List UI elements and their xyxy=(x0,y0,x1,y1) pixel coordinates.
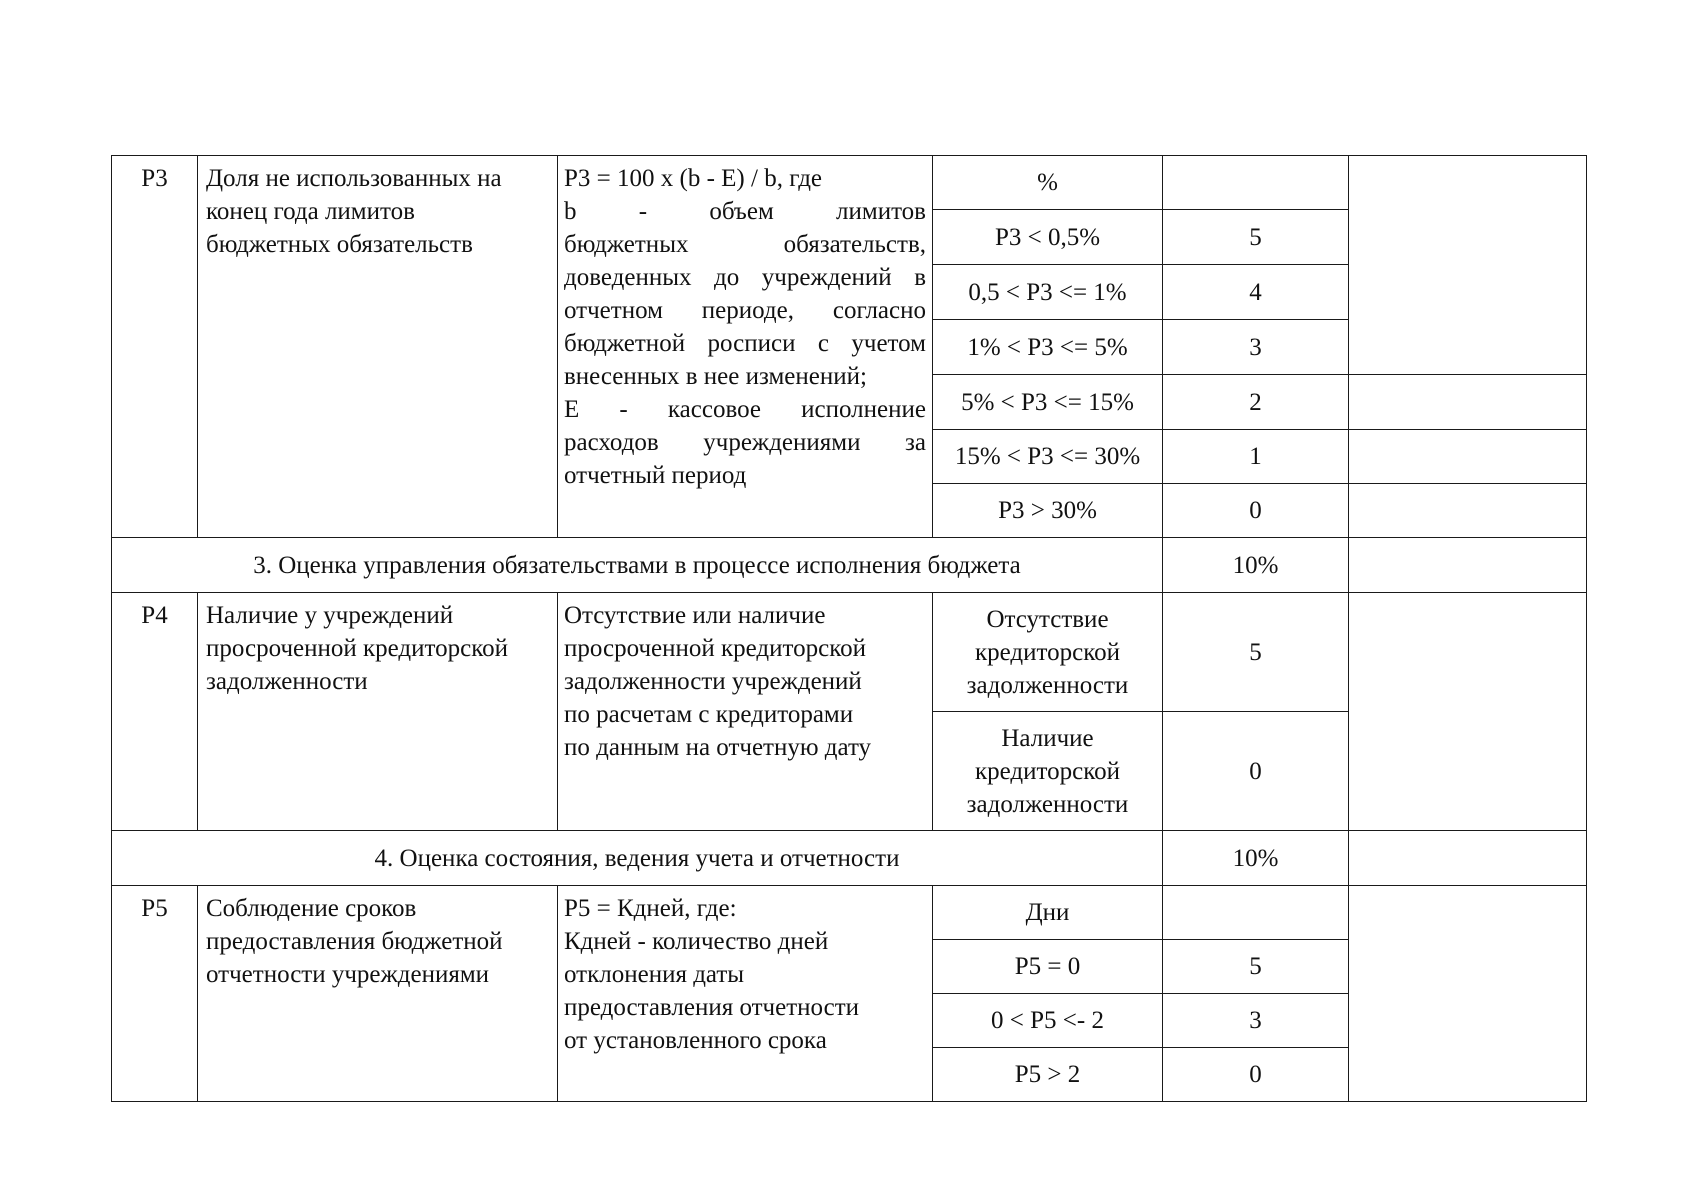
criterion-condition: 1% < Р3 <= 5% xyxy=(933,320,1163,375)
criterion-condition: 0,5 < Р3 <= 1% xyxy=(933,265,1163,320)
indicator-code: Р3 xyxy=(112,156,198,538)
criterion-score: 3 xyxy=(1163,994,1349,1048)
section-row xyxy=(112,538,1587,593)
blank-cell xyxy=(1349,156,1587,375)
criterion-condition: 5% < Р3 <= 15% xyxy=(933,375,1163,430)
indicator-formula: Отсутствие или наличие просроченной кредиторской задолженности учреждений по расчетам с кредиторами по данным на отчетную дату xyxy=(558,593,933,831)
score-cell xyxy=(1163,156,1349,210)
table-row xyxy=(112,593,1587,712)
unit-label: Дни xyxy=(933,886,1163,940)
section-weight: 10% xyxy=(1163,831,1349,886)
blank-cell xyxy=(1349,538,1587,593)
indicator-code: Р5 xyxy=(112,886,198,1102)
section-row xyxy=(112,831,1587,886)
indicator-code: Р4 xyxy=(112,593,198,831)
indicator-formula: Р5 = Кдней, где: Кдней - количество дней отклонения даты предоставления отчетности от установленного срока xyxy=(558,886,933,1102)
criterion-condition: Р3 < 0,5% xyxy=(933,210,1163,265)
blank-cell xyxy=(1349,484,1587,538)
criterion-score: 3 xyxy=(1163,320,1349,375)
table-row xyxy=(112,156,1587,210)
blank-cell xyxy=(1349,831,1587,886)
criterion-score: 1 xyxy=(1163,430,1349,484)
criterion-score: 5 xyxy=(1163,940,1349,994)
indicator-name: Соблюдение сроков предоставления бюджетной отчетности учреждениями xyxy=(198,886,558,1102)
section-title: 4. Оценка состояния, ведения учета и отчетности xyxy=(112,831,1163,886)
score-cell xyxy=(1163,886,1349,940)
criterion-score: 5 xyxy=(1163,210,1349,265)
criterion-score: 0 xyxy=(1163,1048,1349,1102)
criterion-score: 4 xyxy=(1163,265,1349,320)
criterion-condition: Р5 = 0 xyxy=(933,940,1163,994)
criterion-condition: 15% < Р3 <= 30% xyxy=(933,430,1163,484)
blank-cell xyxy=(1349,430,1587,484)
blank-cell xyxy=(1349,593,1587,831)
indicator-formula: Р3 = 100 х (b - E) / b, где b - объем лимитов бюджетных обязательств, доведенных до учреждений в отчетном периоде, согласно бюджетной росписи с учетом внесенных в нее изменений; E - кассовое исполнение расходов учреждениями за отчетный период xyxy=(558,156,933,538)
criterion-condition: 0 < Р5 <- 2 xyxy=(933,994,1163,1048)
criterion-condition: Отсутствие кредиторской задолженности xyxy=(933,593,1163,712)
indicator-name: Доля не использованных на конец года лимитов бюджетных обязательств xyxy=(198,156,558,538)
indicators-table xyxy=(111,155,1587,1102)
criterion-condition: Р5 > 2 xyxy=(933,1048,1163,1102)
criterion-score: 0 xyxy=(1163,712,1349,831)
criterion-condition: Р3 > 30% xyxy=(933,484,1163,538)
section-weight: 10% xyxy=(1163,538,1349,593)
criterion-score: 2 xyxy=(1163,375,1349,430)
criterion-condition: Наличие кредиторской задолженности xyxy=(933,712,1163,831)
indicator-name: Наличие у учреждений просроченной кредиторской задолженности xyxy=(198,593,558,831)
criterion-score: 5 xyxy=(1163,593,1349,712)
criterion-score: 0 xyxy=(1163,484,1349,538)
unit-label: % xyxy=(933,156,1163,210)
blank-cell xyxy=(1349,375,1587,430)
section-title: 3. Оценка управления обязательствами в процессе исполнения бюджета xyxy=(112,538,1163,593)
table-row xyxy=(112,886,1587,940)
blank-cell xyxy=(1349,886,1587,1102)
